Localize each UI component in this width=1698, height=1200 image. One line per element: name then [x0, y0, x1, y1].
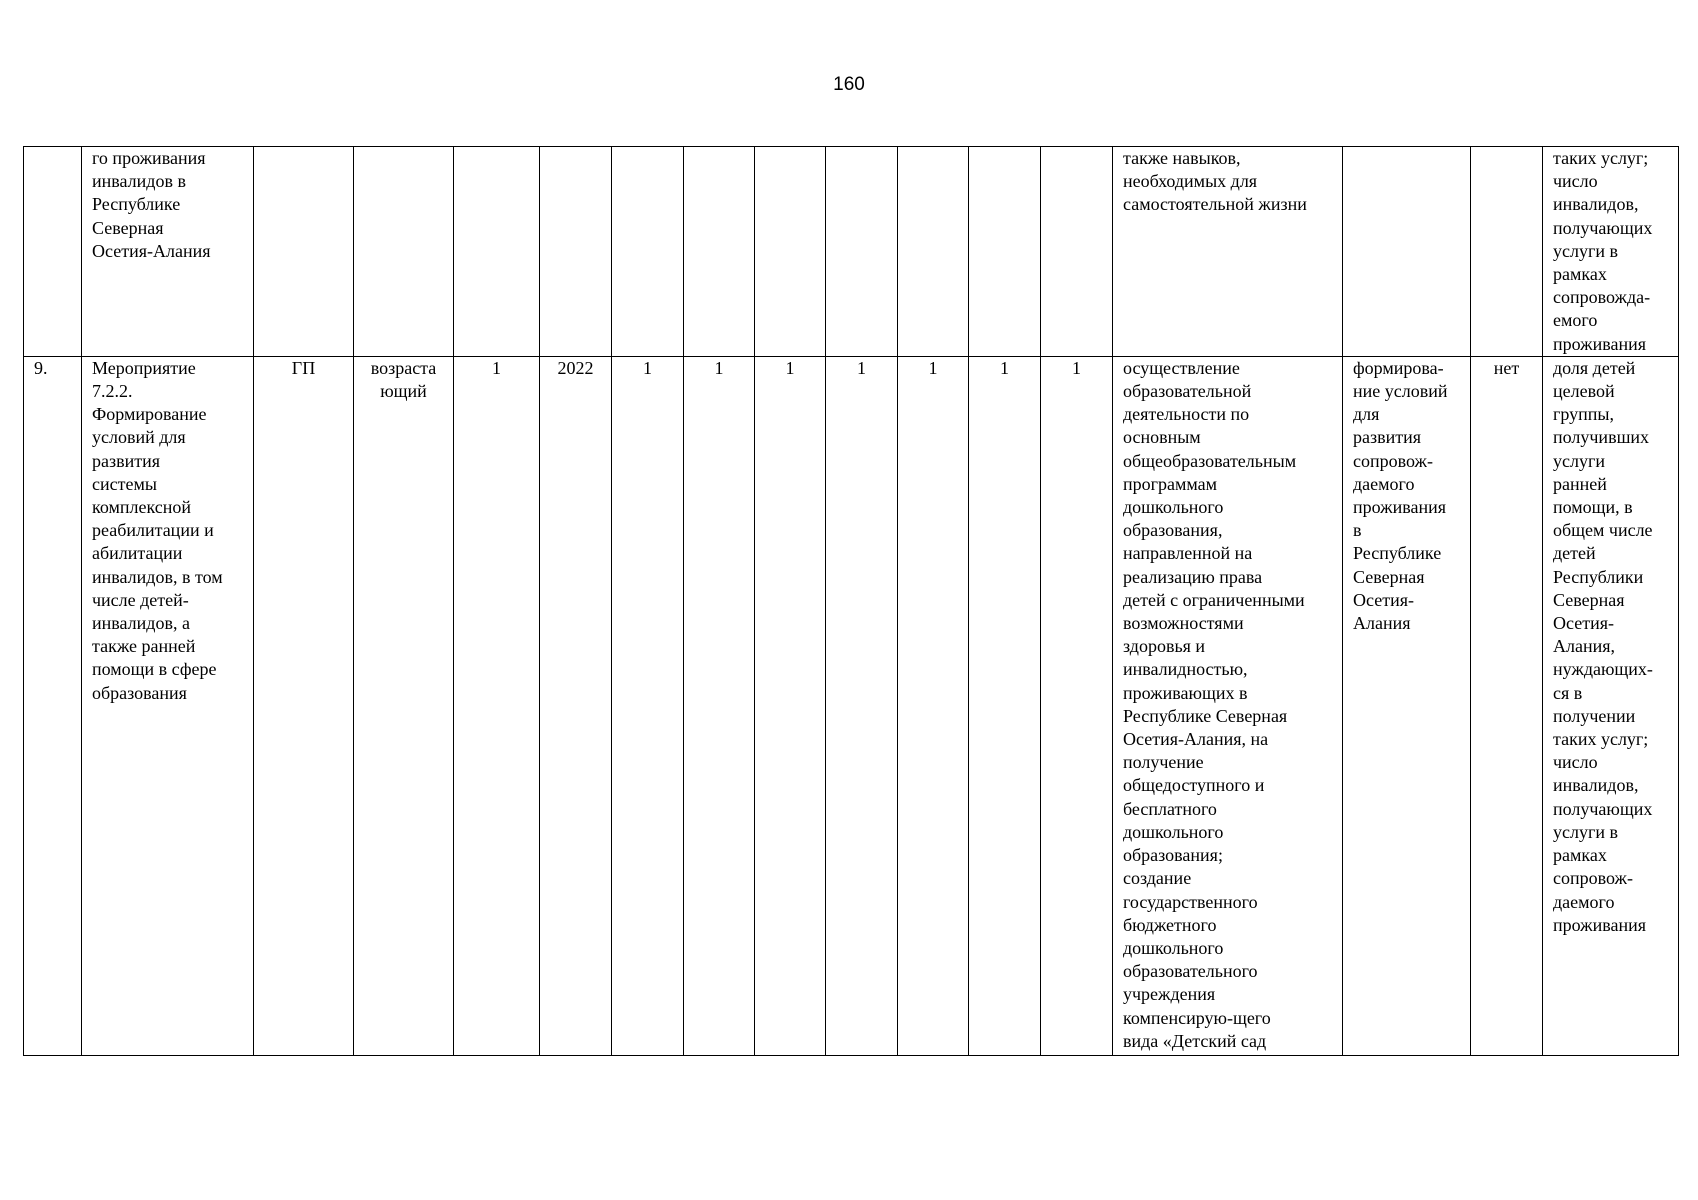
cell-value: [684, 147, 755, 357]
cell-value: 1: [755, 356, 826, 1055]
cell-year: [540, 147, 612, 357]
cell-indicator: таких услуг; число инвалидов, получающих услуги в рамках сопровожда- емого проживания: [1543, 147, 1679, 357]
cell-value: 1: [612, 356, 684, 1055]
cell-value: [1041, 147, 1113, 357]
cell-value: 1: [454, 356, 540, 1055]
cell-value: [969, 147, 1041, 357]
cell-value: 1: [684, 356, 755, 1055]
table-row: [24, 356, 1679, 1055]
cell-flag: нет: [1471, 356, 1543, 1055]
cell-measure-name: Мероприятие 7.2.2. Формирование условий для развития системы комплексной реабилитации и абилитации инвалидов, в том числе детей- инвалидов, а также ранней помощи в сфере образования: [82, 356, 254, 1055]
table-row: [24, 147, 1679, 357]
cell-executor: [254, 147, 354, 357]
cell-value: 1: [826, 356, 898, 1055]
cell-type: [354, 147, 454, 357]
cell-content: осуществление образовательной деятельности по основным общеобразовательным программам дошкольного образования, направленной на реализацию права детей с ограниченными возможностями здоровья и инвалидностью, проживающих в Республике Северная Осетия-Алания, на получение общедоступного и бесплатного дошкольного образования; создание государственного бюджетного дошкольного образовательного учреждения компенсирую-щего вида «Детский сад: [1113, 356, 1343, 1055]
cell-value: [898, 147, 969, 357]
cell-executor: ГП: [254, 356, 354, 1055]
cell-flag: [1471, 147, 1543, 357]
cell-indicator: доля детей целевой группы, получивших услуги ранней помощи, в общем числе детей Республики Северная Осетия- Алания, нуждающих- ся в получении таких услуг; число инвалидов, получающих услуги в рамках сопровож- даемого проживания: [1543, 356, 1679, 1055]
cell-value: [454, 147, 540, 357]
cell-value: 1: [1041, 356, 1113, 1055]
cell-result: формирова- ние условий для развития сопровож- даемого проживания в Республике Северная Осетия- Алания: [1343, 356, 1471, 1055]
cell-number: 9.: [24, 356, 82, 1055]
cell-value: [755, 147, 826, 357]
cell-result: [1343, 147, 1471, 357]
cell-value: [612, 147, 684, 357]
page-number: 160: [833, 74, 865, 95]
cell-value: 1: [898, 356, 969, 1055]
cell-number: [24, 147, 82, 357]
cell-measure-name: го проживания инвалидов в Республике Северная Осетия-Алания: [82, 147, 254, 357]
cell-value: 1: [969, 356, 1041, 1055]
cell-year: 2022: [540, 356, 612, 1055]
cell-value: [826, 147, 898, 357]
measures-table: [23, 146, 1679, 1056]
cell-type: возраста ющий: [354, 356, 454, 1055]
cell-content: также навыков, необходимых для самостоятельной жизни: [1113, 147, 1343, 357]
